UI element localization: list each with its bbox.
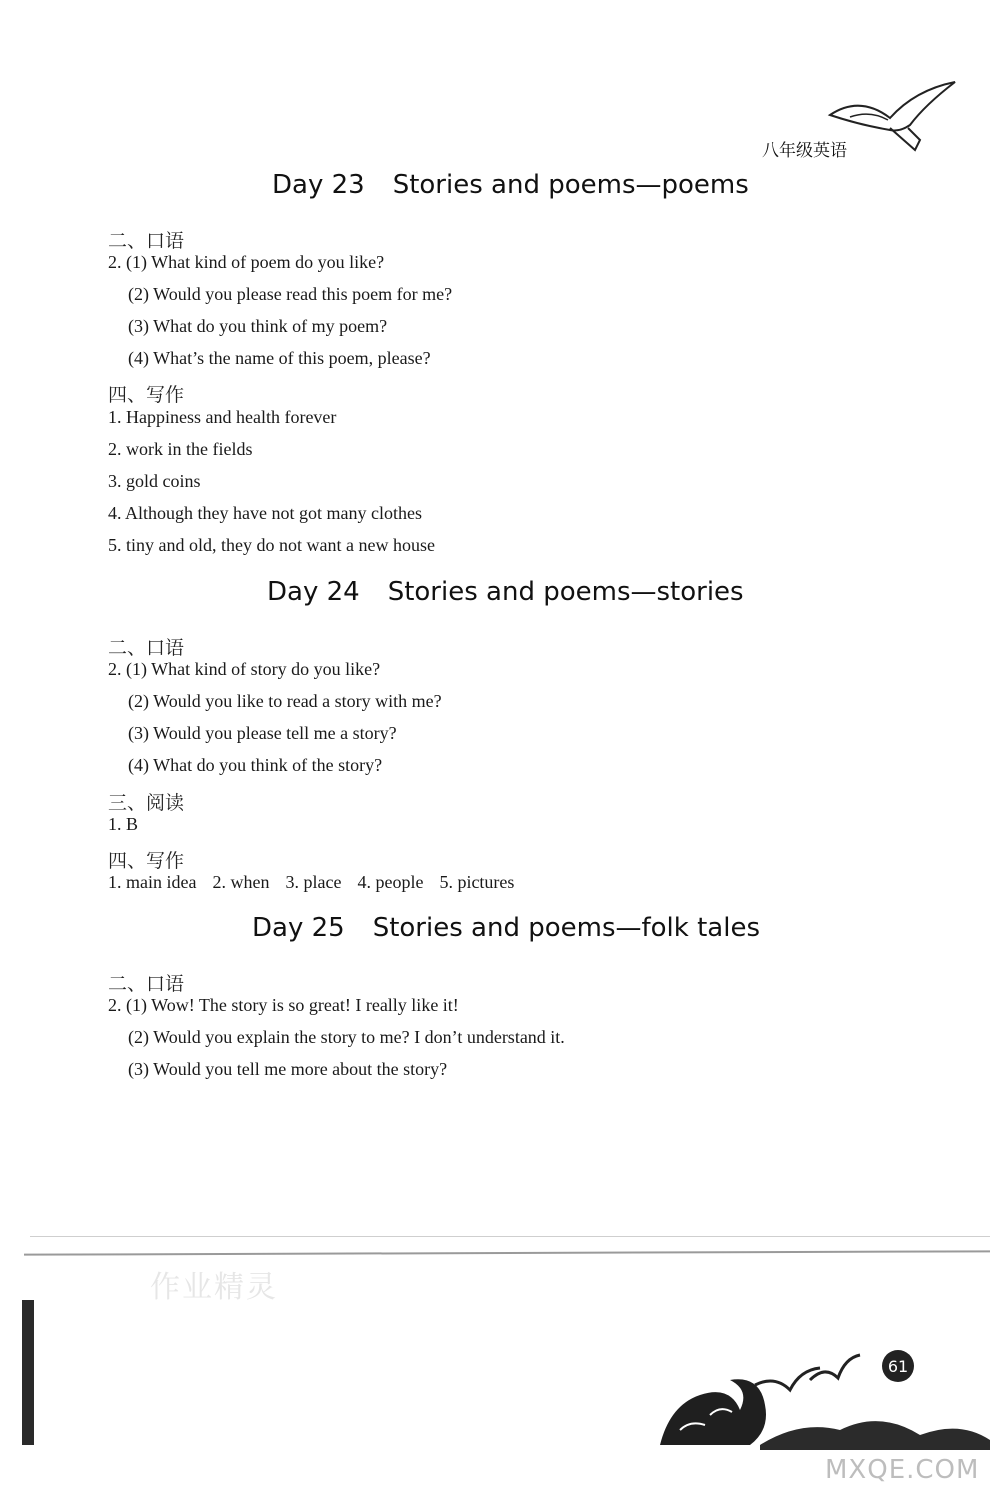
day23-oral-item-4: (4) What’s the name of this poem, please? <box>128 348 431 368</box>
day24-oral-item-1: 2. (1) What kind of story do you like? <box>108 659 381 679</box>
wave-birds-illustration <box>660 1350 990 1450</box>
day25-oral-item-3: (3) Would you tell me more about the story? <box>128 1059 448 1079</box>
day24-writing-row <box>108 872 530 893</box>
day24-reading-heading: 三、阅读 <box>108 792 185 814</box>
day24-title-topic: Stories and poems—stories <box>387 577 744 607</box>
day24-oral-item-4: (4) What do you think of the story? <box>128 755 383 775</box>
day24-title <box>267 577 744 607</box>
day23-writing-item-2: 2. work in the fields <box>108 439 253 459</box>
day25-title-topic: Stories and poems—folk tales <box>372 913 760 943</box>
day23-writing-item-5: 5. tiny and old, they do not want a new house <box>108 535 435 555</box>
day23-title-topic: Stories and poems—poems <box>392 170 749 200</box>
day23-oral-item-3: (3) What do you think of my poem? <box>128 316 388 336</box>
day25-oral-heading: 二、口语 <box>108 973 185 995</box>
day23-writing-item-4: 4. Although they have not got many clothes <box>108 503 422 523</box>
day24-writing-item-2: 2. when <box>212 872 270 892</box>
day23-writing-heading: 四、写作 <box>108 384 185 406</box>
scan-left-edge <box>22 1300 34 1445</box>
day25-oral-item-2: (2) Would you explain the story to me? I don’t understand it. <box>128 1027 565 1047</box>
day23-title <box>272 170 749 200</box>
day23-title-day: Day 23 <box>272 170 365 200</box>
page-number: 61 <box>882 1350 914 1382</box>
day23-oral-heading: 二、口语 <box>108 230 185 252</box>
day24-oral-item-3: (3) Would you please tell me a story? <box>128 723 397 743</box>
day24-title-day: Day 24 <box>267 577 360 607</box>
scan-divider-top <box>30 1236 990 1237</box>
day24-writing-heading: 四、写作 <box>108 850 185 872</box>
day24-reading-item-1: 1. B <box>108 814 139 834</box>
day24-oral-item-2: (2) Would you like to read a story with me? <box>128 691 442 711</box>
day23-writing-item-3: 3. gold coins <box>108 471 201 491</box>
day23-oral-item-2: (2) Would you please read this poem for me? <box>128 284 453 304</box>
day25-oral-item-1: 2. (1) Wow! The story is so great! I really like it! <box>108 995 459 1015</box>
day24-writing-item-5: 5. pictures <box>439 872 515 892</box>
day24-oral-heading: 二、口语 <box>108 637 185 659</box>
book-label: 八年级英语 <box>762 141 847 161</box>
scan-divider-bottom <box>24 1250 990 1255</box>
day25-title-day: Day 25 <box>252 913 345 943</box>
watermark-mid: 作业精灵 <box>150 1270 278 1305</box>
day23-oral-item-1: 2. (1) What kind of poem do you like? <box>108 252 385 272</box>
day23-writing-item-1: 1. Happiness and health forever <box>108 407 337 427</box>
day24-writing-item-4: 4. people <box>357 872 424 892</box>
day24-writing-item-3: 3. place <box>285 872 342 892</box>
day24-writing-item-1: 1. main idea <box>108 872 197 892</box>
day25-title <box>252 913 760 943</box>
footer-watermark: MXQE.COM <box>825 1455 980 1485</box>
